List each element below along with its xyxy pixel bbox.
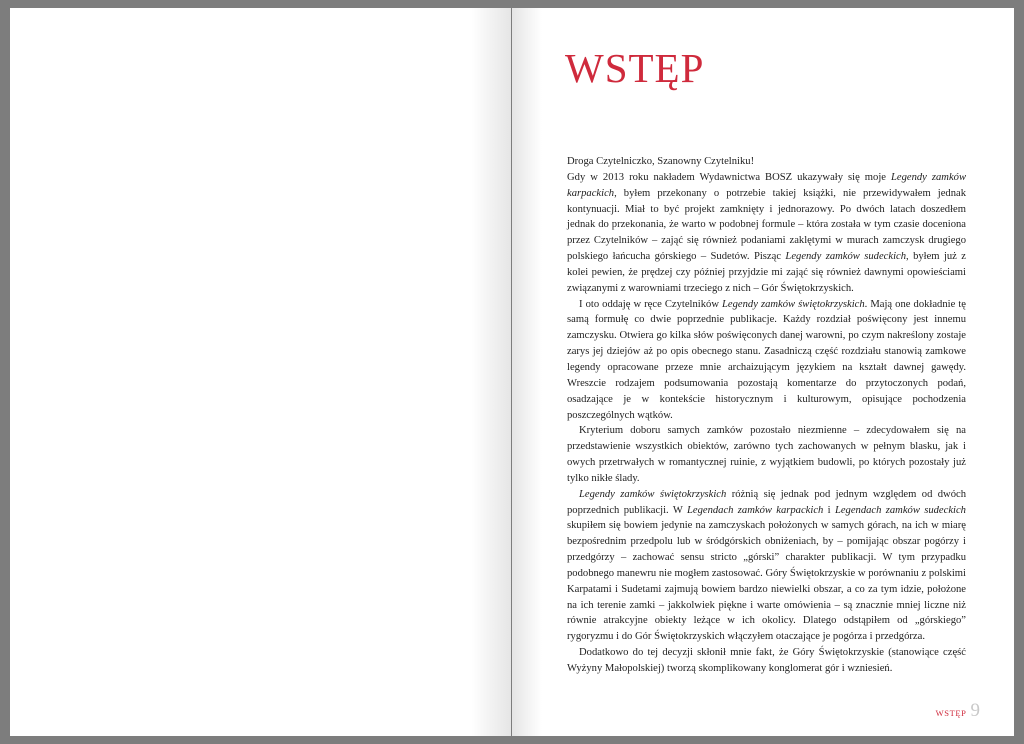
body-paragraph: [567, 170, 966, 297]
italic-title: Legendach zamków sudeckich: [834, 504, 966, 516]
right-page: [512, 8, 1014, 736]
running-footer-title: WSTĘP: [935, 708, 967, 718]
text-run: Kryterium doboru samych zamków pozostało niezmienne – zdecydowałem się na przedstawienie wszystkich obiektów, zarówno tych zachowanych w pełnym blasku, jak i owych przetrwałych w romantycznej ruinie, z wyjątkiem budowli, po których pozostały już tylko nikłe ślady.: [567, 425, 966, 484]
text-run: I oto oddaję w ręce Czytelników: [579, 298, 723, 310]
body-paragraph: [567, 154, 966, 170]
italic-title: Legendy zamków sudeckich: [785, 251, 907, 263]
text-run: różnią się jednak pod jednym względem od dwóch poprzednich publikacji. W: [567, 488, 966, 516]
gutter-shadow: [512, 8, 542, 736]
italic-title: Legendy zamków świętokrzyskich: [722, 298, 865, 310]
chapter-body: [567, 154, 966, 677]
text-run: , byłem przekonany o potrzebie takiej książki, nie przewidywałem jednak kontynuacji. Miał to być projekt zamknięty i jednorazowy. Po dwóch latach doszedłem jednak do przekonania, że warto w podobnej formule – która została w tym czasie doceniona przez Czytelników – zająć się również podaniami zaklętymi w murach zamczysk drugiego polskiego łańcucha górskiego – Sudetów. Pisząc: [567, 187, 966, 263]
body-paragraph: [567, 487, 966, 645]
text-run: Droga Czytelniczko, Szanowny Czytelniku!: [567, 156, 755, 167]
gutter-shadow: [471, 8, 511, 736]
text-run: . Mają one dokładnie tę samą formułę co dwie poprzednie publikacje. Każdy rozdział poświęcony jest innemu zamczysku. Otwiera go kilka słów poświęconych danej warowni, po czym nakreślony zostaje zarys jej dziejów aż po opis obecnego stanu. Zasadniczą część rozdziału stanowią zamkowe legendy opracowane przeze mnie archaizującym językiem na kształt dawnej gawędy. Wreszcie rodzajem podsumowania pozostają komentarze do przytoczonych podań, osadzające je w kontekście historycznym i kulturowym, opisujące pochodzenia poszczególnych wątków.: [567, 298, 966, 421]
left-page: [10, 8, 511, 736]
italic-title: Legendach zamków karpackich: [686, 504, 824, 516]
body-paragraph: [567, 423, 966, 486]
body-paragraph: [567, 297, 966, 424]
text-run: i: [823, 504, 835, 516]
text-run: skupiłem się bowiem jedynie na zamczyskach położonych w samych górach, na ich w miarę bezpośrednim przedpolu lub w śródgórskich obniżeniach, by – pomijając obszar pogórzy i przedgórzy – zachować sensu stricto „górski” charakter publikacji. W tym przypadku podobnego manewru nie mogłem zastosować. Góry Świętokrzyskie w porównaniu z polskimi Karpatami i Sudetami zajmują bowiem bardzo niewielki obszar, a co za tym idzie, położone na ich terenie zamki – jakkolwiek piękne i warte omówienia – są znacznie mniej liczne niż równie atrakcyjne obiekty leżące w ich okolicy. Dlatego odstąpiłem od „górskiego” rygoryzmu i do Gór Świętokrzyskich włączyłem otaczające je pogórza i przedgórza.: [567, 520, 966, 643]
text-run: Gdy w 2013 roku nakładem Wydawnictwa BOSZ ukazywały się moje: [567, 171, 891, 183]
text-run: , byłem już z kolei pewien, że prędzej czy później przyjdzie mi zająć się również dawnymi opowieściami związanymi z warowniami trzeciego z nich – Gór Świętokrzyskich.: [567, 251, 966, 294]
chapter-heading: WSTĘP: [565, 45, 705, 91]
italic-title: Legendy zamków karpackich: [567, 171, 967, 199]
body-paragraph: [567, 645, 966, 677]
text-run: Dodatkowo do tej decyzji skłonił mnie fakt, że Góry Świętokrzyskie (stanowiące część Wyżyny Małopolskiej) tworzą skomplikowany konglomerat gór i wzniesień.: [567, 647, 966, 674]
italic-title: Legendy zamków świętokrzyskich: [579, 488, 727, 500]
page-number: 9: [970, 700, 980, 721]
page-footer: [936, 700, 980, 722]
